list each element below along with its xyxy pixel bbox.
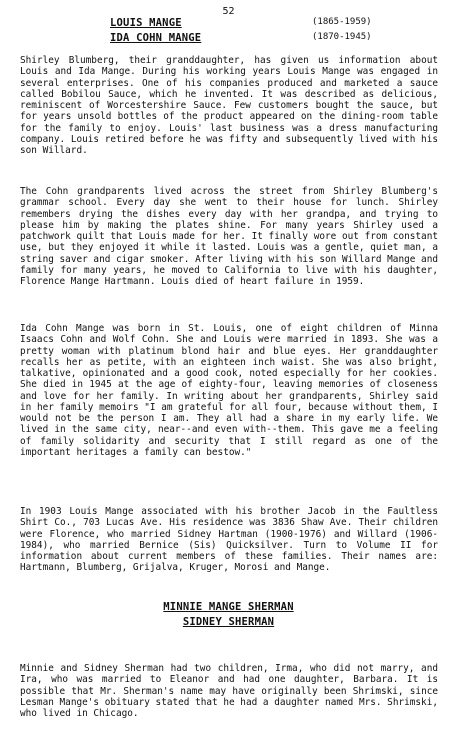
page-number: 52 <box>222 6 235 17</box>
page-header <box>0 14 457 46</box>
paragraph-blumberg-info: Shirley Blumberg, their granddaughter, has given us information about Louis and Ida Mange. During his working years Louis Mange was engaged in several enterprises. One of his companies produced and marketed a sauce called Bobilou Sauce, which he invented. It was described as delicious, reminiscent of Worcestershire Sauce. Few customers bought the sauce, but for years unsold bottles of the product appeared on the dining-room table for the family to enjoy. Louis' last business was a dress manufacturing company. Louis retired before he was fifty and subsequently lived with his son Willard. <box>20 55 438 156</box>
paragraph-cohn-grandparents: The Cohn grandparents lived across the street from Shirley Blumberg's grammar school. Every day she went to their house for lunch. Shirley remembers drying the dishes every day with her grandpa, and trying to please him by making the plates shine. For many years Shirley used a patchwork quilt that Louis made for her. It finally wore out from constant use, but they enjoyed it while it lasted. Louis was a gentle, quiet man, a string saver and cigar smoker. After living with his son Willard Mange and family for many years, he moved to California to live with his daughter, Florence Mange Hartmann. Louis died of heart failure in 1959. <box>20 186 438 287</box>
person2-dates: (1870-1945) <box>312 32 372 42</box>
person2-name-heading: IDA COHN MANGE <box>110 32 202 44</box>
section-heading-minnie: MINNIE MANGE SHERMAN <box>163 601 294 613</box>
paragraph-faultless-shirt: In 1903 Louis Mange associated with his brother Jacob in the Faultless Shirt Co., 703 Lucas Ave. His residence was 3836 Shaw Ave. Their children were Florence, who married Sidney Hartman (1900-1976) and Willard (1906-1984), who married Bernice (Sis) Quicksilver. Turn to Volume II for information about current members of these families. Their names are: Hartmann, Blumberg, Grijalva, Kruger, Morosi and Mange. <box>20 506 438 574</box>
section-heading-sidney: SIDNEY SHERMAN <box>182 616 275 628</box>
person1-dates: (1865-1959) <box>312 17 372 27</box>
person1-name-heading: LOUIS MANGE <box>110 17 182 29</box>
paragraph-sherman-family: Minnie and Sidney Sherman had two children, Irma, who did not marry, and Ira, who was married to Eleanor and had one daughter, Barbara. It is possible that Mr. Sherman's name may have originally been Shrimski, since Lesman Mange's obituary stated that he had a daughter named Mrs. Shrimski, who lived in Chicago. <box>20 663 438 719</box>
paragraph-ida-cohn-mange: Ida Cohn Mange was born in St. Louis, one of eight children of Minna Isaacs Cohn and Wolf Cohn. She and Louis were married in 1893. She was a pretty woman with platinum blond hair and blue eyes. Her granddaughter recalls her as petite, with an eighteen inch waist. She was also bright, talkative, opinionated and a good cook, noted especially for her cookies. She died in 1945 at the age of eighty-four, leaving memories of closeness and love for her family. In writing about her grandparents, Shirley said in her family memoirs "I am grateful for all four, because without them, I would not be the person I am. They all had a share in my early life. We lived in the same city, near--and even with--them. This gave me a feeling of family solidarity and security that I still regard as one of the important heritages a family can bestow." <box>20 323 438 458</box>
